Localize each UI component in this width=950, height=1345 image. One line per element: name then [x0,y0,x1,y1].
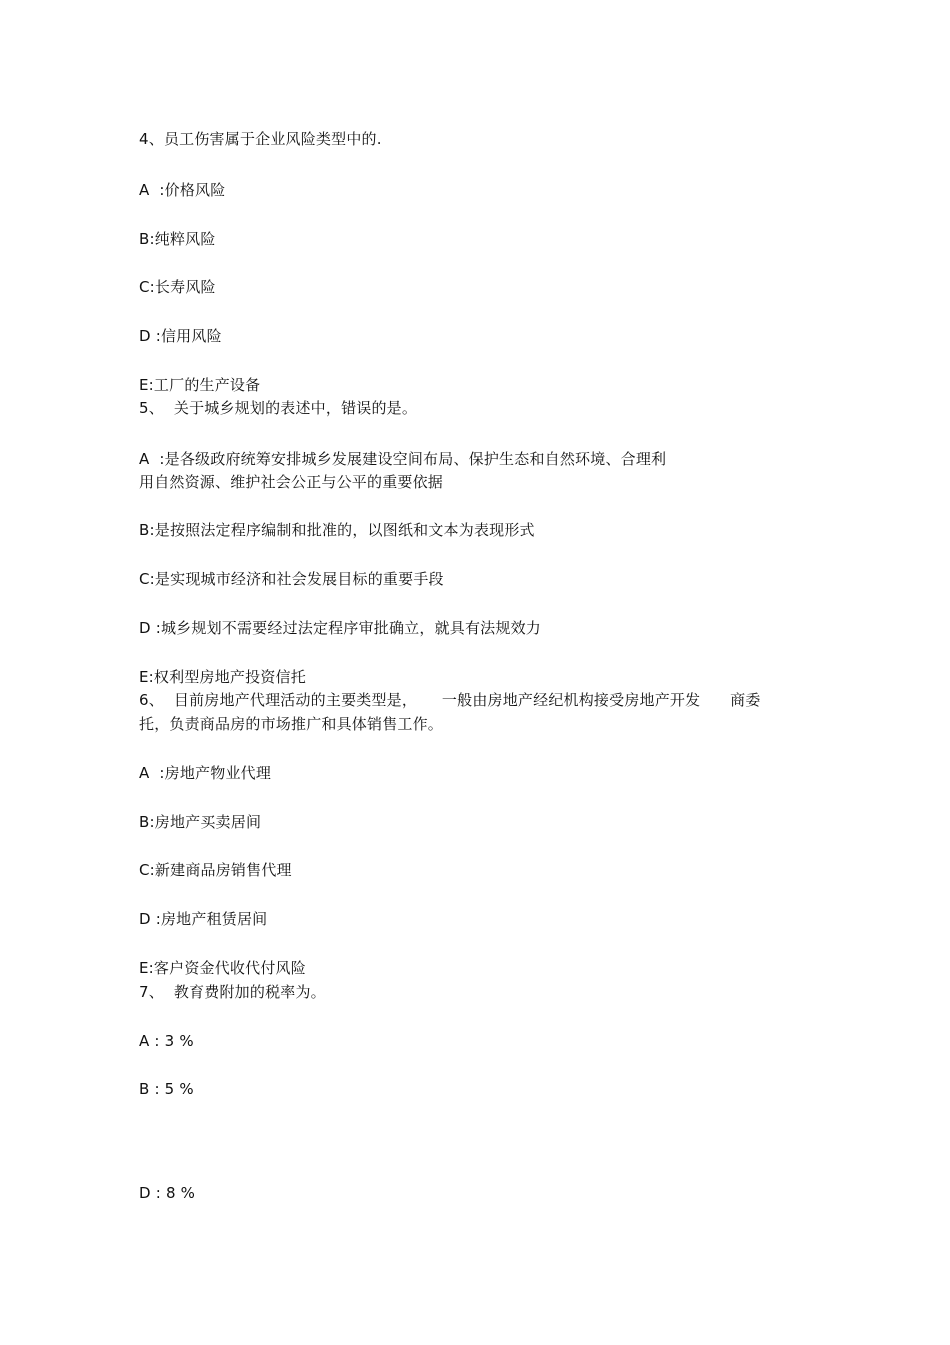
question-4-option-b: B:纯粹风险 [139,230,216,248]
question-6-option-a: A :房地产物业代理 [139,764,272,782]
question-5-option-a-continued: 用自然资源、维护社会公正与公平的重要依据 [139,473,444,491]
question-5-option-a: A :是各级政府统筹安排城乡发展建设空间布局、保护生态和自然环境、合理利 [139,450,667,468]
question-7-option-a: A : 3 % [139,1032,194,1050]
question-5-option-e: E:权利型房地产投资信托 [139,668,306,686]
question-7-option-b: B : 5 % [139,1080,194,1098]
question-4-option-c: C:长寿风险 [139,278,216,296]
question-4-option-d: D :信用风险 [139,327,222,345]
question-6-option-d: D :房地产租赁居间 [139,910,268,928]
question-6-stem: 6、 目前房地产代理活动的主要类型是， 一般由房地产经纪机构接受房地产开发 商委 [139,691,761,709]
question-6-option-c: C:新建商品房销售代理 [139,861,292,879]
question-7-stem: 7、 教育费附加的税率为。 [139,983,326,1001]
question-5-option-b: B:是按照法定程序编制和批准的，以图纸和文本为表现形式 [139,521,535,539]
question-5-option-c: C:是实现城市经济和社会发展目标的重要手段 [139,570,444,588]
question-5-stem: 5、 关于城乡规划的表述中，错误的是。 [139,399,418,417]
question-7-option-d: D : 8 % [139,1184,196,1202]
question-4-stem: 4、员工伤害属于企业风险类型中的. [139,130,382,148]
question-5-option-d: D :城乡规划不需要经过法定程序审批确立，就具有法规效力 [139,619,541,637]
question-4-option-e: E:工厂的生产设备 [139,376,261,394]
question-4-option-a: A :价格风险 [139,181,226,199]
question-6-option-b: B:房地产买卖居间 [139,813,262,831]
question-6-stem-continued: 托，负责商品房的市场推广和具体销售工作。 [139,715,444,733]
question-6-option-e: E:客户资金代收代付风险 [139,959,306,977]
